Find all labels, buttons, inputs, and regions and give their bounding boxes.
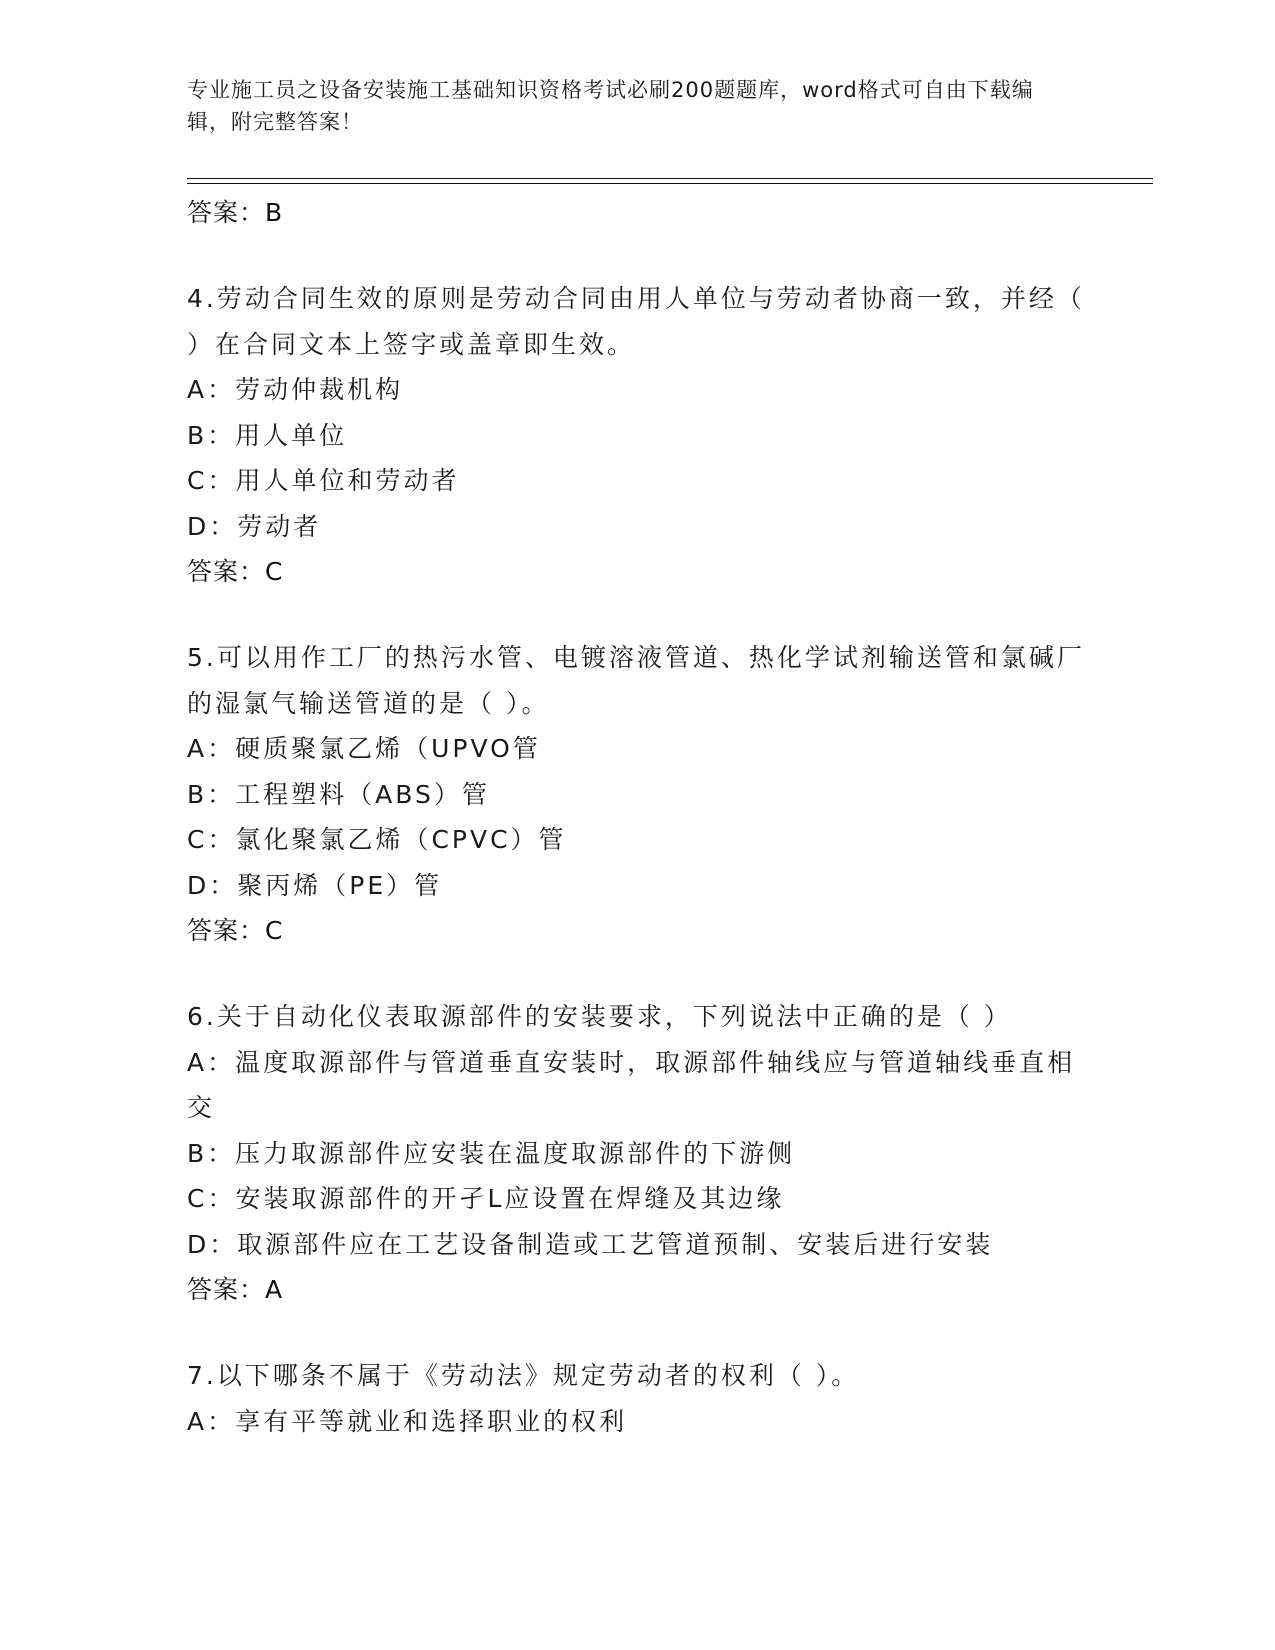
answer-line: 答案：B [187,198,284,227]
option-b: B：用人单位 [187,420,348,450]
option-a: A：享有平等就业和选择职业的权利 [187,1406,628,1436]
document-header: 专业施工员之设备安装施工基础知识资格考试必刷200题题库，word格式可自由下载编辑，附完整答案！ [187,78,1034,134]
question-4 [187,276,1087,595]
option-b: B：压力取源部件应安装在温度取源部件的下游侧 [187,1138,796,1168]
question-stem: 7.以下哪条不属于《劳动法》规定劳动者的权利（ ）。 [187,1361,860,1390]
option-b: B：工程塑料（ABS）管 [187,779,490,809]
option-c: C：安装取源部件的开孑L应设置在焊缝及其边缘 [187,1184,785,1213]
option-d: D：劳动者 [187,511,322,541]
question-7 [187,1353,1087,1444]
answer-line: 答案：C [187,557,284,586]
option-a: A：劳动仲裁机构 [187,375,404,404]
option-a: A：硬质聚氯乙烯（UPVO管 [187,734,541,763]
question-stem: 4.劳动合同生效的原则是劳动合同由用人单位与劳动者协商一致，并经（ ）在合同文本上签字或盖章即生效。 [187,284,1085,359]
question-6 [187,994,1087,1313]
option-a: A：温度取源部件与管道垂直安装时，取源部件轴线应与管道轴线垂直相交 [187,1047,1076,1122]
header-divider-bottom [187,183,1153,184]
document-body [187,190,1087,1444]
question-stem: 5.可以用作工厂的热污水管、电镀溶液管道、热化学试剂输送管和氯碱厂的湿氯气输送管道的是（ ）。 [187,643,1085,718]
option-d: D：聚丙烯（PE）管 [187,870,443,900]
question-stem: 6.关于自动化仪表取源部件的安装要求，下列说法中正确的是（ ） [187,1002,1012,1031]
question-5 [187,635,1087,954]
option-d: D：取源部件应在工艺设备制造或工艺管道预制、安装后进行安装 [187,1229,994,1259]
option-c: C：用人单位和劳动者 [187,466,460,495]
answer-line: 答案：C [187,916,284,945]
header-divider-top [187,178,1153,179]
option-c: C：氯化聚氯乙烯（CPVC）管 [187,825,567,854]
answer-line: 答案：A [187,1275,284,1304]
